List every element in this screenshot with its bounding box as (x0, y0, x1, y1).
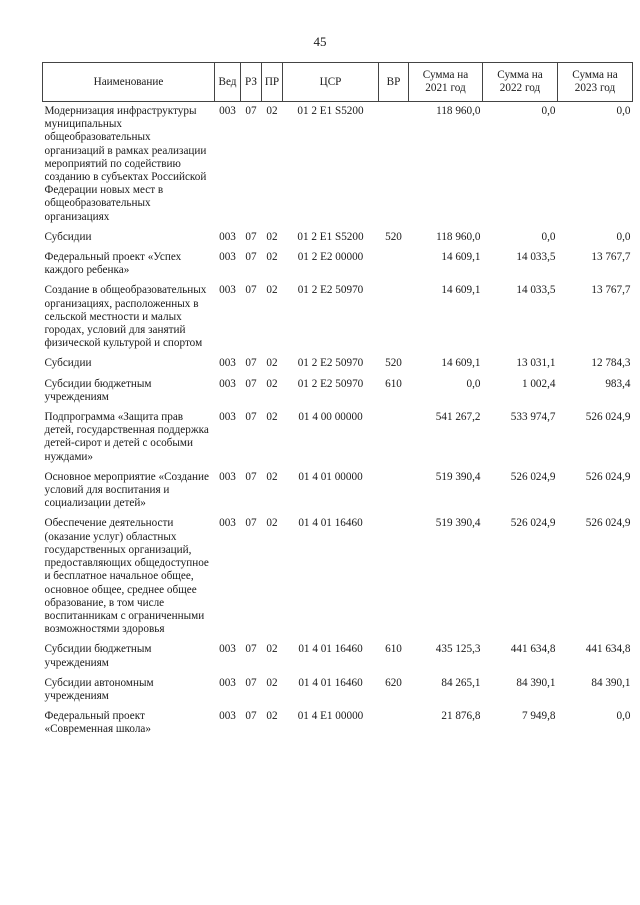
row-rz: 07 (245, 251, 257, 264)
row-name: Субсидии автономным учреждениям (44, 676, 154, 702)
page-number: 45 (313, 34, 327, 49)
row-vr: 610 (385, 643, 402, 656)
row-vr: 620 (385, 676, 402, 689)
row-sum-2023: 13 767,7 (591, 284, 631, 297)
header-ved: Вед (215, 63, 241, 102)
table-row (43, 248, 633, 281)
row-csr: 01 4 01 16460 (298, 643, 363, 656)
row-rz: 07 (245, 284, 257, 297)
row-csr: 01 2 E1 S5200 (297, 230, 364, 243)
row-sum-2021: 519 390,4 (435, 470, 481, 483)
row-sum-2021: 519 390,4 (435, 517, 481, 530)
row-sum-2021: 541 267,2 (435, 411, 481, 424)
row-pr: 02 (266, 284, 278, 297)
row-csr: 01 2 E2 50970 (297, 377, 364, 390)
table-row (43, 514, 633, 640)
row-name: Субсидии бюджетным учреждениям (44, 643, 152, 669)
row-pr: 02 (266, 230, 278, 243)
table-row (43, 354, 633, 374)
row-ved: 003 (219, 357, 236, 370)
row-name: Федеральный проект «Успех каждого ребенка» (44, 251, 182, 277)
row-sum-2021: 84 265,1 (441, 676, 481, 689)
row-name: Основное мероприятие «Создание условий для воспитания и социализации детей» (44, 470, 209, 510)
row-sum-2022: 14 033,5 (516, 284, 556, 297)
row-pr: 02 (266, 643, 278, 656)
row-csr: 01 4 01 16460 (298, 517, 363, 530)
row-vr (379, 408, 409, 468)
header-pr: ПР (262, 63, 283, 102)
row-pr: 02 (266, 357, 278, 370)
row-sum-2021: 14 609,1 (441, 251, 481, 264)
header-name: Наименование (43, 63, 215, 102)
row-csr: 01 2 E2 00000 (297, 251, 364, 264)
row-sum-2023: 0,0 (616, 230, 631, 243)
row-pr: 02 (266, 251, 278, 264)
row-sum-2023: 526 024,9 (585, 411, 631, 424)
table-row (43, 375, 633, 408)
header-sum-2022: Сумма на 2022 год (483, 63, 558, 102)
row-vr (379, 281, 409, 354)
row-name: Субсидии (44, 230, 92, 243)
table-row (43, 674, 633, 707)
row-rz: 07 (245, 377, 257, 390)
row-sum-2021: 21 876,8 (441, 710, 481, 723)
row-rz: 07 (245, 105, 257, 117)
row-sum-2022: 0,0 (541, 105, 556, 117)
row-sum-2023: 13 767,7 (591, 251, 631, 264)
row-sum-2021: 14 609,1 (441, 357, 481, 370)
row-csr: 01 4 01 00000 (298, 470, 363, 483)
row-ved: 003 (219, 676, 236, 689)
table-row (43, 468, 633, 515)
row-rz: 07 (245, 470, 257, 483)
row-ved: 003 (219, 643, 236, 656)
row-ved: 003 (219, 377, 236, 390)
row-rz: 07 (245, 411, 257, 424)
row-pr: 02 (266, 105, 278, 117)
row-ved: 003 (219, 470, 236, 483)
header-rz: РЗ (241, 63, 262, 102)
budget-table (42, 62, 633, 741)
row-pr: 02 (266, 517, 278, 530)
row-sum-2023: 526 024,9 (585, 470, 631, 483)
row-csr: 01 4 01 16460 (298, 676, 363, 689)
header-sum-2021: Сумма на 2021 год (409, 63, 483, 102)
row-sum-2022: 7 949,8 (521, 710, 556, 723)
table-header-row (43, 63, 633, 102)
row-vr: 610 (385, 377, 402, 390)
row-sum-2021: 14 609,1 (441, 284, 481, 297)
row-name: Подпрограмма «Защита прав детей, государственная поддержка детей-сирот и детей с особыми нуждами» (44, 411, 209, 463)
row-sum-2022: 533 974,7 (510, 411, 556, 424)
header-vr: ВР (379, 63, 409, 102)
row-rz: 07 (245, 230, 257, 243)
row-sum-2022: 441 634,8 (510, 643, 556, 656)
row-name: Создание в общеобразовательных организациях, расположенных в сельской местности и малых городах, условий для занятий физической культурой и спортом (44, 284, 207, 350)
row-name: Федеральный проект «Современная школа» (44, 710, 151, 736)
row-sum-2023: 12 784,3 (591, 357, 631, 370)
row-sum-2022: 0,0 (541, 230, 556, 243)
row-ved: 003 (219, 105, 236, 117)
row-sum-2022: 526 024,9 (510, 517, 556, 530)
table-row (43, 281, 633, 354)
row-ved: 003 (219, 230, 236, 243)
row-pr: 02 (266, 710, 278, 723)
row-rz: 07 (245, 643, 257, 656)
row-sum-2021: 118 960,0 (436, 105, 481, 117)
row-ved: 003 (219, 517, 236, 530)
row-name: Субсидии (44, 357, 92, 370)
row-sum-2021: 118 960,0 (436, 230, 481, 243)
row-sum-2023: 84 390,1 (591, 676, 631, 689)
row-ved: 003 (219, 710, 236, 723)
row-vr (379, 468, 409, 515)
table-row (43, 408, 633, 468)
row-sum-2021: 435 125,3 (435, 643, 481, 656)
row-name: Модернизация инфраструктуры муниципальных общеобразовательных организаций в рамках реализации мероприятий по содействию созданию в субъектах Российской Федерации новых мест в общеобразовательных организациях (44, 105, 207, 223)
row-pr: 02 (266, 676, 278, 689)
header-csr: ЦСР (283, 63, 379, 102)
row-ved: 003 (219, 411, 236, 424)
row-sum-2022: 13 031,1 (516, 357, 556, 370)
table-row (43, 102, 633, 228)
table-row (43, 707, 633, 740)
row-sum-2023: 983,4 (605, 377, 631, 390)
row-pr: 02 (266, 377, 278, 390)
row-csr: 01 2 E1 S5200 (297, 105, 364, 117)
row-vr (379, 514, 409, 640)
row-ved: 003 (219, 284, 236, 297)
row-name: Субсидии бюджетным учреждениям (44, 377, 152, 403)
row-pr: 02 (266, 411, 278, 424)
row-vr (379, 248, 409, 281)
row-rz: 07 (245, 357, 257, 370)
row-sum-2022: 14 033,5 (516, 251, 556, 264)
table-row (43, 640, 633, 673)
row-csr: 01 2 E2 50970 (297, 284, 364, 297)
header-sum-2023: Сумма на 2023 год (558, 63, 633, 102)
row-sum-2022: 1 002,4 (521, 377, 556, 390)
row-csr: 01 4 00 00000 (298, 411, 363, 424)
row-name: Обеспечение деятельности (оказание услуг) областных государственных организаций, предоставляющих общедоступное и бесплатное начальное общее, основное общее, среднее общее образование, в том числе воспитанникам с ограниченными возможностями здоровья (44, 517, 209, 636)
row-csr: 01 4 E1 00000 (297, 710, 364, 723)
row-sum-2023: 526 024,9 (585, 517, 631, 530)
row-pr: 02 (266, 470, 278, 483)
row-rz: 07 (245, 517, 257, 530)
row-csr: 01 2 E2 50970 (297, 357, 364, 370)
row-rz: 07 (245, 676, 257, 689)
row-ved: 003 (219, 251, 236, 264)
row-sum-2022: 526 024,9 (510, 470, 556, 483)
row-vr (379, 102, 409, 228)
row-vr: 520 (385, 357, 402, 370)
row-sum-2021: 0,0 (466, 377, 481, 390)
row-vr (379, 707, 409, 740)
table-row (43, 228, 633, 248)
row-sum-2022: 84 390,1 (516, 676, 556, 689)
row-rz: 07 (245, 710, 257, 723)
row-sum-2023: 441 634,8 (585, 643, 631, 656)
row-vr: 520 (385, 230, 402, 243)
row-sum-2023: 0,0 (616, 105, 631, 117)
row-sum-2023: 0,0 (616, 710, 631, 723)
